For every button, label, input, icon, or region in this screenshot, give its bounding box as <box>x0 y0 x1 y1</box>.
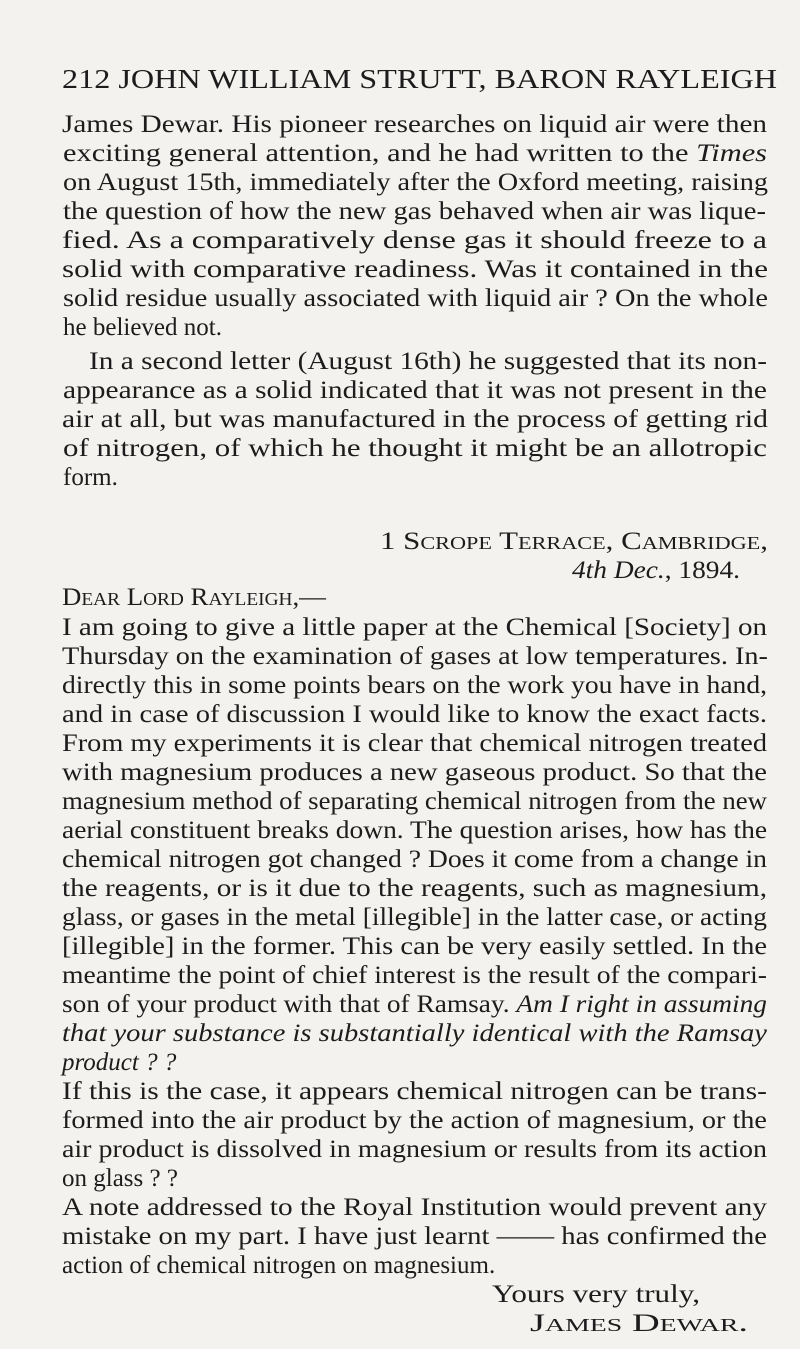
running-title: JOHN WILLIAM STRUTT, BARON RAYLEIGH <box>118 64 778 94</box>
text-line: [illegible] in the former. This can be very easily settled. In the <box>62 933 767 960</box>
text-line: solid with comparative readiness. Was it contained in the <box>62 256 768 283</box>
text-line: air at all, but was manufactured in the process of getting rid <box>62 406 768 433</box>
text-line: he believed not. <box>63 314 222 341</box>
text-line: meantime the point of chief interest is the result of the compari- <box>62 962 767 989</box>
text-line: mistake on my part. I have just learnt —— has confirmed the <box>62 1223 767 1250</box>
text-line: I am going to give a little paper at the Chemical [Society] on <box>62 614 768 641</box>
letter-date: 4th Dec., 1894. <box>572 557 741 584</box>
text-line: on August 15th, immediately after the Oxford meeting, raising <box>63 169 768 196</box>
text-line: action of chemical nitrogen on magnesium. <box>62 1252 496 1279</box>
newspaper-title: Times <box>696 140 768 167</box>
letter-signature: James Dewar. <box>530 1310 749 1337</box>
running-header <box>62 64 777 95</box>
text-line: the reagents, or is it due to the reagents, such as magnesium, <box>62 875 768 902</box>
text-line: and in case of discussion I would like to know the exact facts. <box>62 701 768 728</box>
text-line: James Dewar. His pioneer researches on liquid air were then <box>62 111 767 138</box>
text-line: chemical nitrogen got changed ? Does it come from a change in <box>62 846 768 873</box>
text-line: magnesium method of separating chemical nitrogen from the new <box>62 788 768 815</box>
text-line: In a second letter (August 16th) he suggested that its non- <box>89 348 767 375</box>
text-line: of nitrogen, of which he thought it might be an allotropic <box>63 435 767 462</box>
text-line: that your substance is substantially identical with the Ramsay <box>62 1020 767 1047</box>
page-number: 212 <box>62 64 111 94</box>
text-line: Thursday on the examination of gases at low temperatures. In- <box>62 643 768 670</box>
text-line: form. <box>63 464 118 491</box>
text-line: appearance as a solid indicated that it was not present in the <box>63 377 767 404</box>
text-line: A note addressed to the Royal Institution would prevent any <box>62 1194 767 1221</box>
text-line: From my experiments it is clear that chemical nitrogen treated <box>62 730 767 757</box>
text-line: glass, or gases in the metal [illegible] in the latter case, or acting <box>62 904 768 931</box>
text-line: solid residue usually associated with liquid air ? On the whole <box>63 285 768 312</box>
text-line: product ? ? <box>62 1049 177 1076</box>
text-line: formed into the air product by the action of magnesium, or the <box>62 1107 767 1134</box>
text-line: air product is dissolved in magnesium or results from its action <box>62 1136 767 1163</box>
text-line: aerial constituent breaks down. The question arises, how has the <box>62 817 768 844</box>
letter-salutation: Dear Lord Rayleigh,— <box>62 584 327 611</box>
letter-closing: Yours very truly, <box>492 1281 700 1308</box>
text-line: fied. As a comparatively dense gas it should freeze to a <box>62 227 767 254</box>
text-line: son of your product with that of Ramsay. Am I right in assuming <box>62 991 767 1018</box>
letter-address: 1 Scrope Terrace, Cambridge, <box>380 528 768 555</box>
text-line: If this is the case, it appears chemical nitrogen can be trans- <box>62 1078 767 1105</box>
text-line: the question of how the new gas behaved when air was lique- <box>63 198 767 225</box>
text-line: on glass ? ? <box>62 1165 178 1192</box>
dash-blank: —— <box>496 1223 555 1250</box>
text-line: directly this in some points bears on the work you have in hand, <box>62 672 768 699</box>
text-line: with magnesium produces a new gaseous product. So that the <box>62 759 768 786</box>
text-line: exciting general attention, and he had written to the Times <box>63 140 768 167</box>
